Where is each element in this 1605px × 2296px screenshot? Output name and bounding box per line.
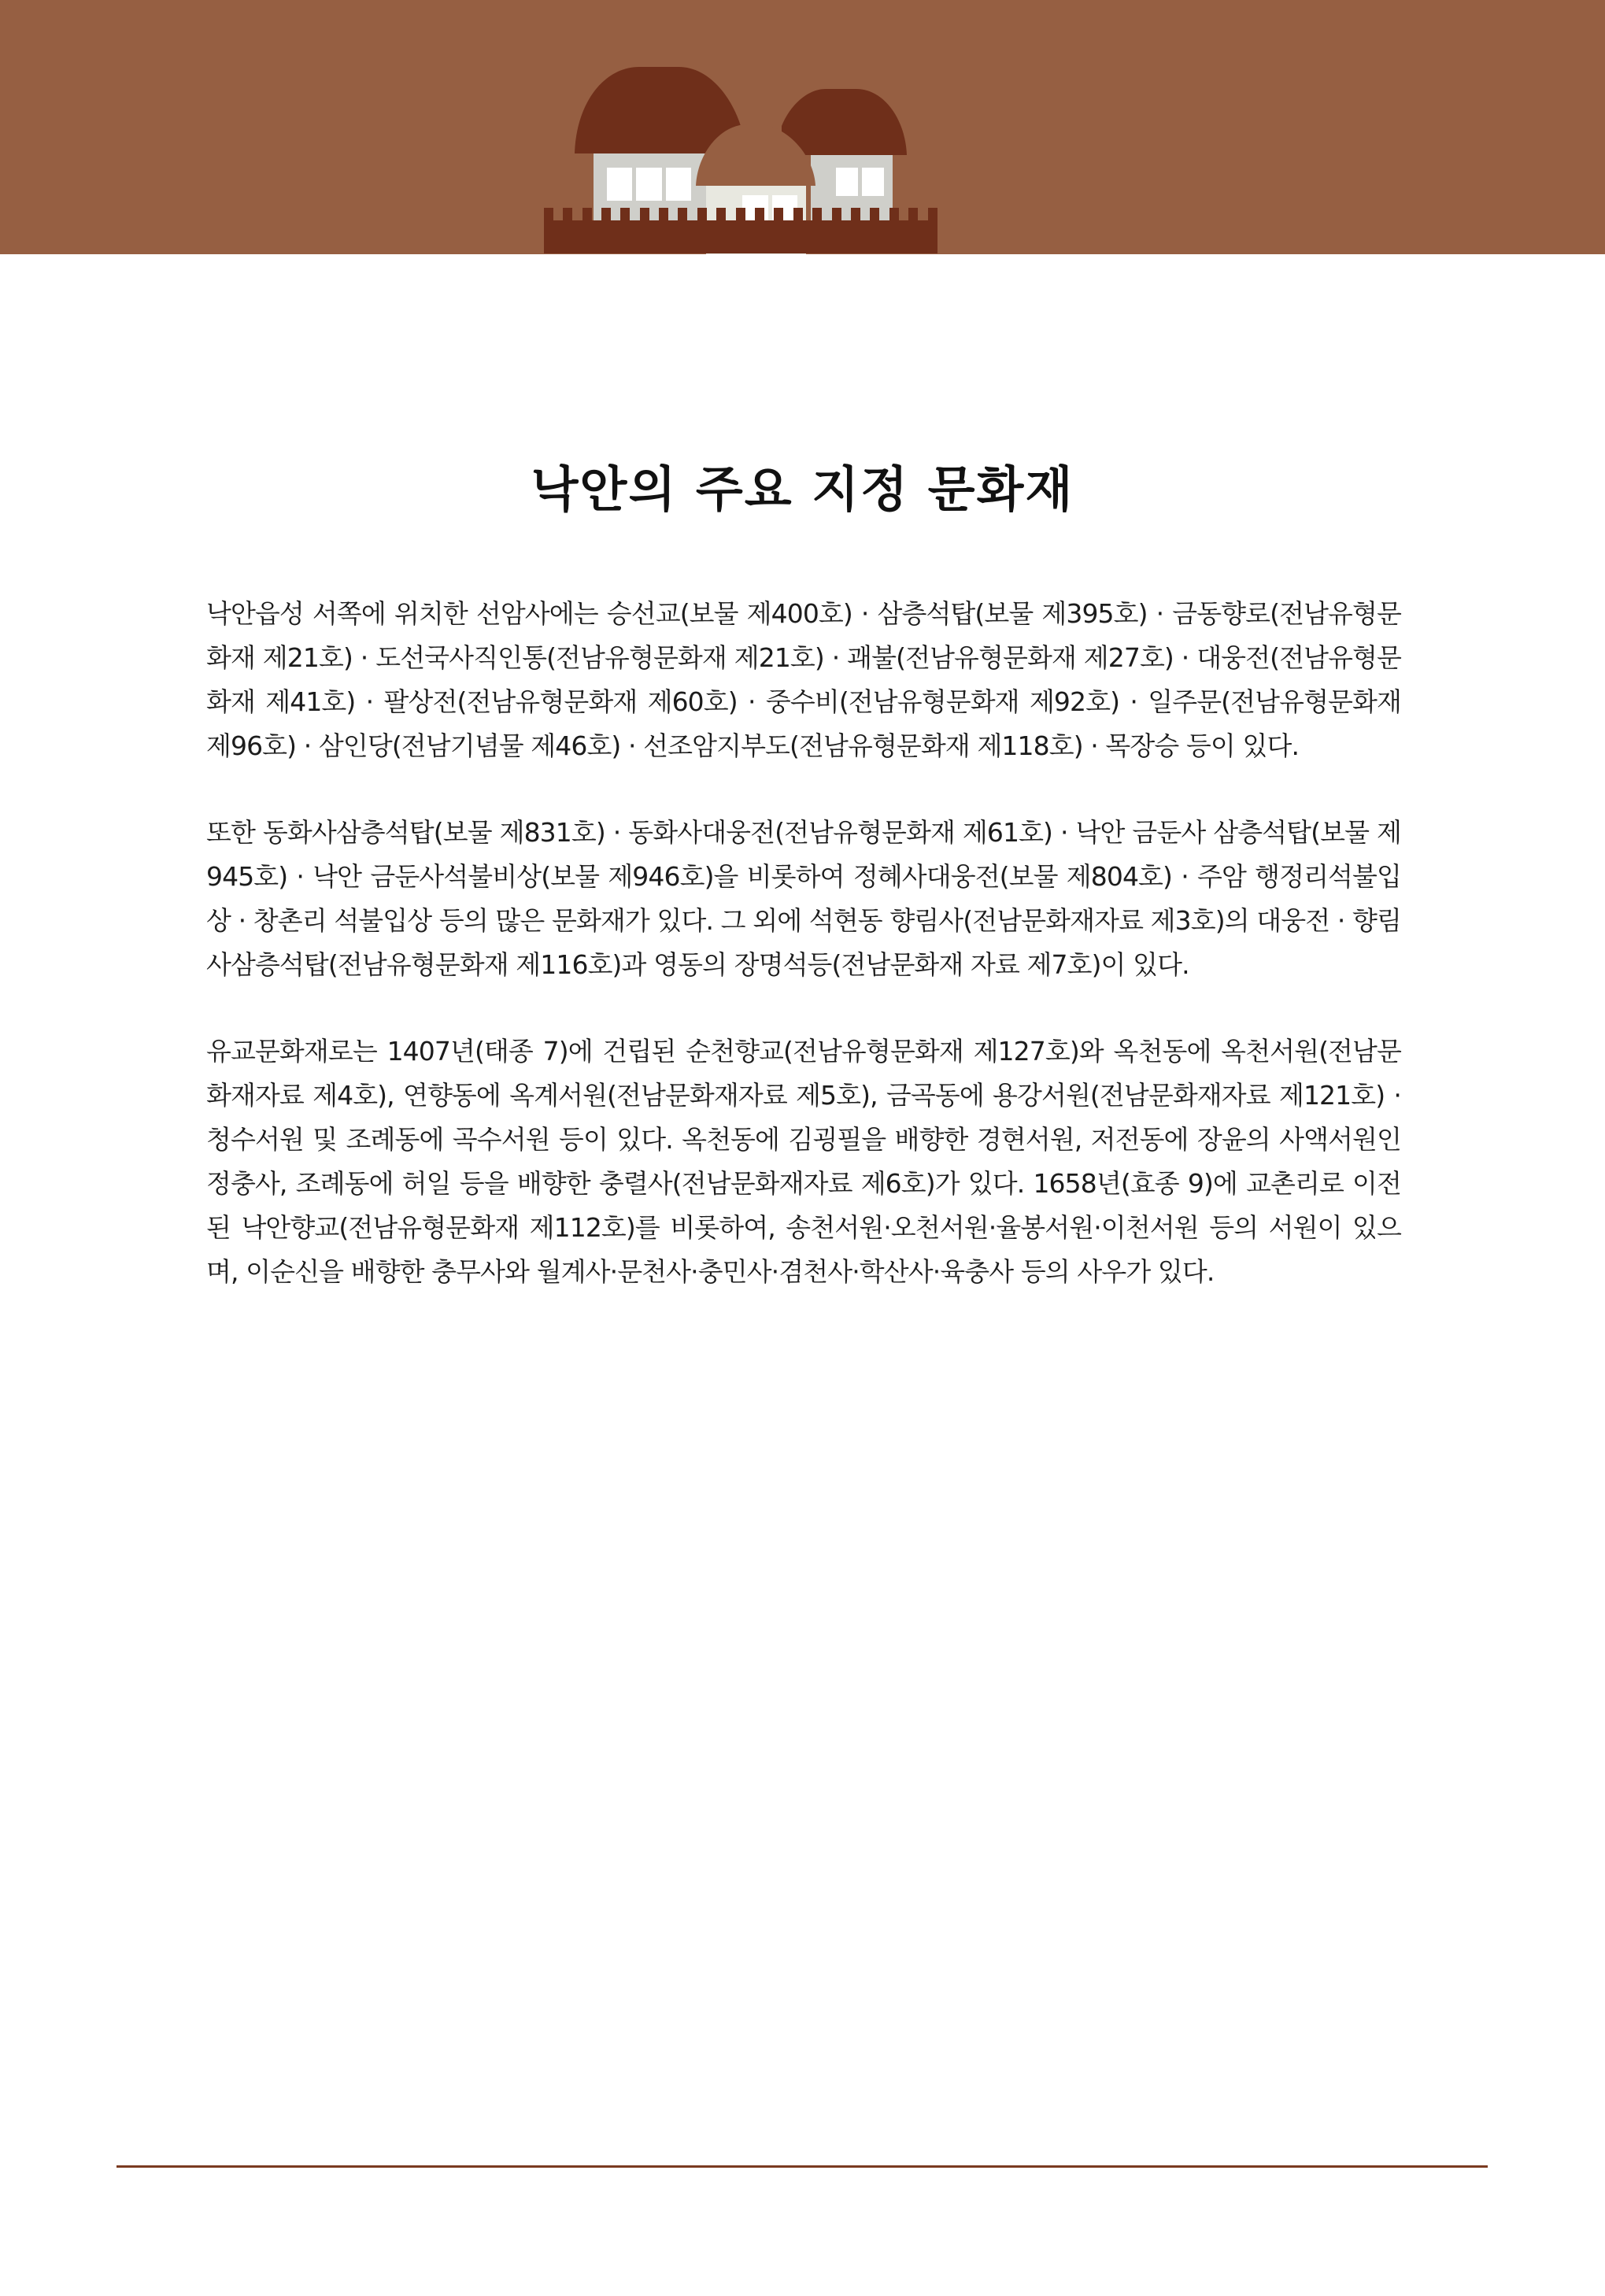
left-window-2: [636, 168, 662, 201]
left-window-1: [607, 168, 632, 201]
traditional-house-icon: [0, 0, 1605, 254]
paragraph-buddhist-seonamsa: 낙안읍성 서쪽에 위치한 선암사에는 승선교(보물 제400호) · 삼층석탑(보물 제395호) · 금동향로(전남유형문화재 제21호) · 도선국사직인통(전남유형문화재 제21호) · 괘불(전남유형문화재 제27호) · 대웅전(전남유형문화재 제41호) · 팔상전(전남유형문화재 제60호) · 중수비(전남유형문화재 제92호) · 일주문(전남유형문화재 제96호) · 삼인당(전남기념물 제46호) · 선조암지부도(전남유형문화재 제118호) · 목장승 등이 있다.: [206, 598, 1401, 761]
fence-crenellations: [544, 208, 937, 221]
right-roof: [782, 89, 907, 155]
paragraph-other-temples: 또한 동화사삼층석탑(보물 제831호) · 동화사대웅전(전남유형문화재 제61호) · 낙안 금둔사 삼층석탑(보물 제945호) · 낙안 금둔사석불비상(보물 제946호)을 비롯하여 정혜사대웅전(보물 제804호) · 주암 행정리석불입상 · 창촌리 석불입상 등의 많은 문화재가 있다. 그 외에 석현동 향림사(전남문화재자료 제3호)의 대웅전 · 향림사삼층석탑(전남유형문화재 제116호)과 영동의 장명석등(전남문화재 자료 제7호)이 있다.: [206, 817, 1401, 980]
page-title: 낙안의 주요 지정 문화재: [531, 460, 1074, 518]
center-gap: [706, 253, 806, 254]
left-window-3: [666, 168, 691, 201]
right-window-2: [862, 168, 884, 196]
footer-divider: [116, 2165, 1488, 2168]
document-body: [206, 592, 1401, 1337]
header-band: [0, 0, 1605, 254]
paragraph-confucian-heritage: 유교문화재로는 1407년(태종 7)에 건립된 순천향교(전남유형문화재 제127호)와 옥천동에 옥천서원(전남문화재자료 제4호), 연향동에 옥계서원(전남문화재자료 제5호), 금곡동에 용강서원(전남문화재자료 제121호) · 청수서원 및 조례동에 곡수서원 등이 있다. 옥천동에 김굉필을 배향한 경현서원, 저전동에 장윤의 사액서원인 정충사, 조례동에 허일 등을 배향한 충렬사(전남문화재자료 제6호)가 있다. 1658년(효종 9)에 교촌리로 이전된 낙안향교(전남유형문화재 제112호)를 비롯하여, 송천서원·오천서원·율봉서원·이천서원 등의 서원이 있으며, 이순신을 배향한 충무사와 월계사·문천사·충민사·겸천사·학산사·육충사 등의 사우가 있다.: [206, 1036, 1401, 1287]
right-window-1: [836, 168, 858, 196]
fence-base: [544, 220, 937, 253]
